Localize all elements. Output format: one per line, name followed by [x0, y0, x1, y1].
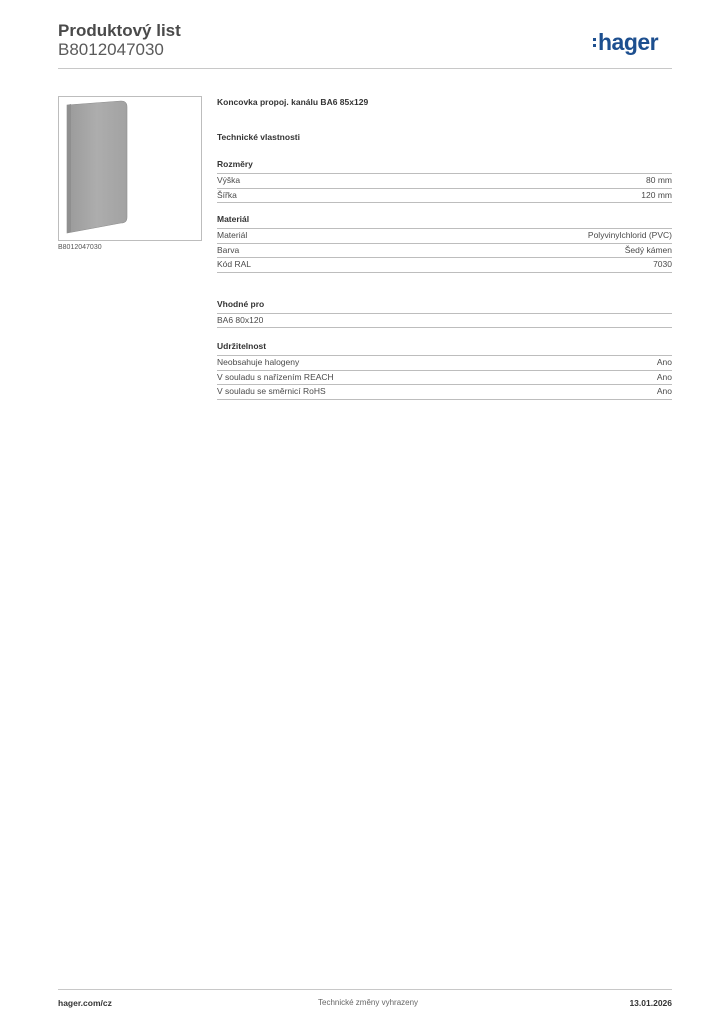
image-caption: B8012047030 [58, 244, 102, 251]
page-title: Produktový list [58, 21, 181, 40]
row-label: Barva [217, 244, 240, 255]
footer-date: 13.01.2026 [629, 998, 672, 1008]
product-code: B8012047030 [58, 40, 164, 59]
dimensions-table [217, 173, 672, 203]
header-divider [58, 68, 672, 69]
section-heading-suitable-for: Vhodné pro [217, 298, 265, 309]
material-table [217, 228, 672, 273]
row-value: 120 mm [641, 189, 672, 200]
table-row [217, 257, 672, 273]
row-label: Neobsahuje halogeny [217, 357, 300, 368]
section-heading-sustainability: Udržitelnost [217, 341, 267, 351]
row-label: Výška [217, 175, 241, 186]
technical-properties-heading: Technické vlastnosti [217, 132, 300, 142]
section-heading-material: Materiál [217, 214, 250, 224]
table-row [217, 173, 672, 188]
suitable-for-table [217, 313, 672, 329]
table-row [217, 228, 672, 243]
table-row [217, 313, 672, 329]
product-details [217, 96, 672, 400]
logo-colon-icon [593, 38, 596, 47]
table-row [217, 384, 672, 400]
row-label: Kód RAL [217, 259, 252, 270]
row-label: V souladu s nařízením REACH [217, 371, 334, 382]
logo-text: hager [598, 29, 659, 55]
row-label: Šířka [217, 189, 237, 200]
table-row [217, 370, 672, 385]
footer-divider [58, 989, 672, 990]
product-shape-icon [59, 97, 201, 240]
row-value: Šedý kámen [624, 244, 672, 255]
footer-website-link[interactable]: hager.com/cz [58, 998, 112, 1008]
section-heading-dimensions: Rozměry [217, 159, 253, 169]
table-row [217, 243, 672, 258]
table-row [217, 355, 672, 370]
product-image [58, 96, 202, 241]
row-value: 80 mm [646, 175, 672, 186]
hager-logo [593, 30, 658, 54]
row-value: 7030 [653, 259, 672, 270]
footer-note: Technické změny vyhrazeny [318, 998, 419, 1007]
row-value: Ano [656, 357, 672, 368]
row-label: Materiál [217, 230, 248, 241]
sustainability-table [217, 355, 672, 400]
row-value: Polyvinylchlorid (PVC) [587, 230, 672, 241]
row-value: Ano [656, 371, 672, 382]
row-label: V souladu se směrnicí RoHS [217, 386, 326, 397]
row-value: Ano [656, 386, 672, 397]
product-name: Koncovka propoj. kanálu BA6 85x129 [217, 97, 369, 107]
table-row [217, 188, 672, 204]
row-label: BA6 80x120 [217, 314, 264, 325]
